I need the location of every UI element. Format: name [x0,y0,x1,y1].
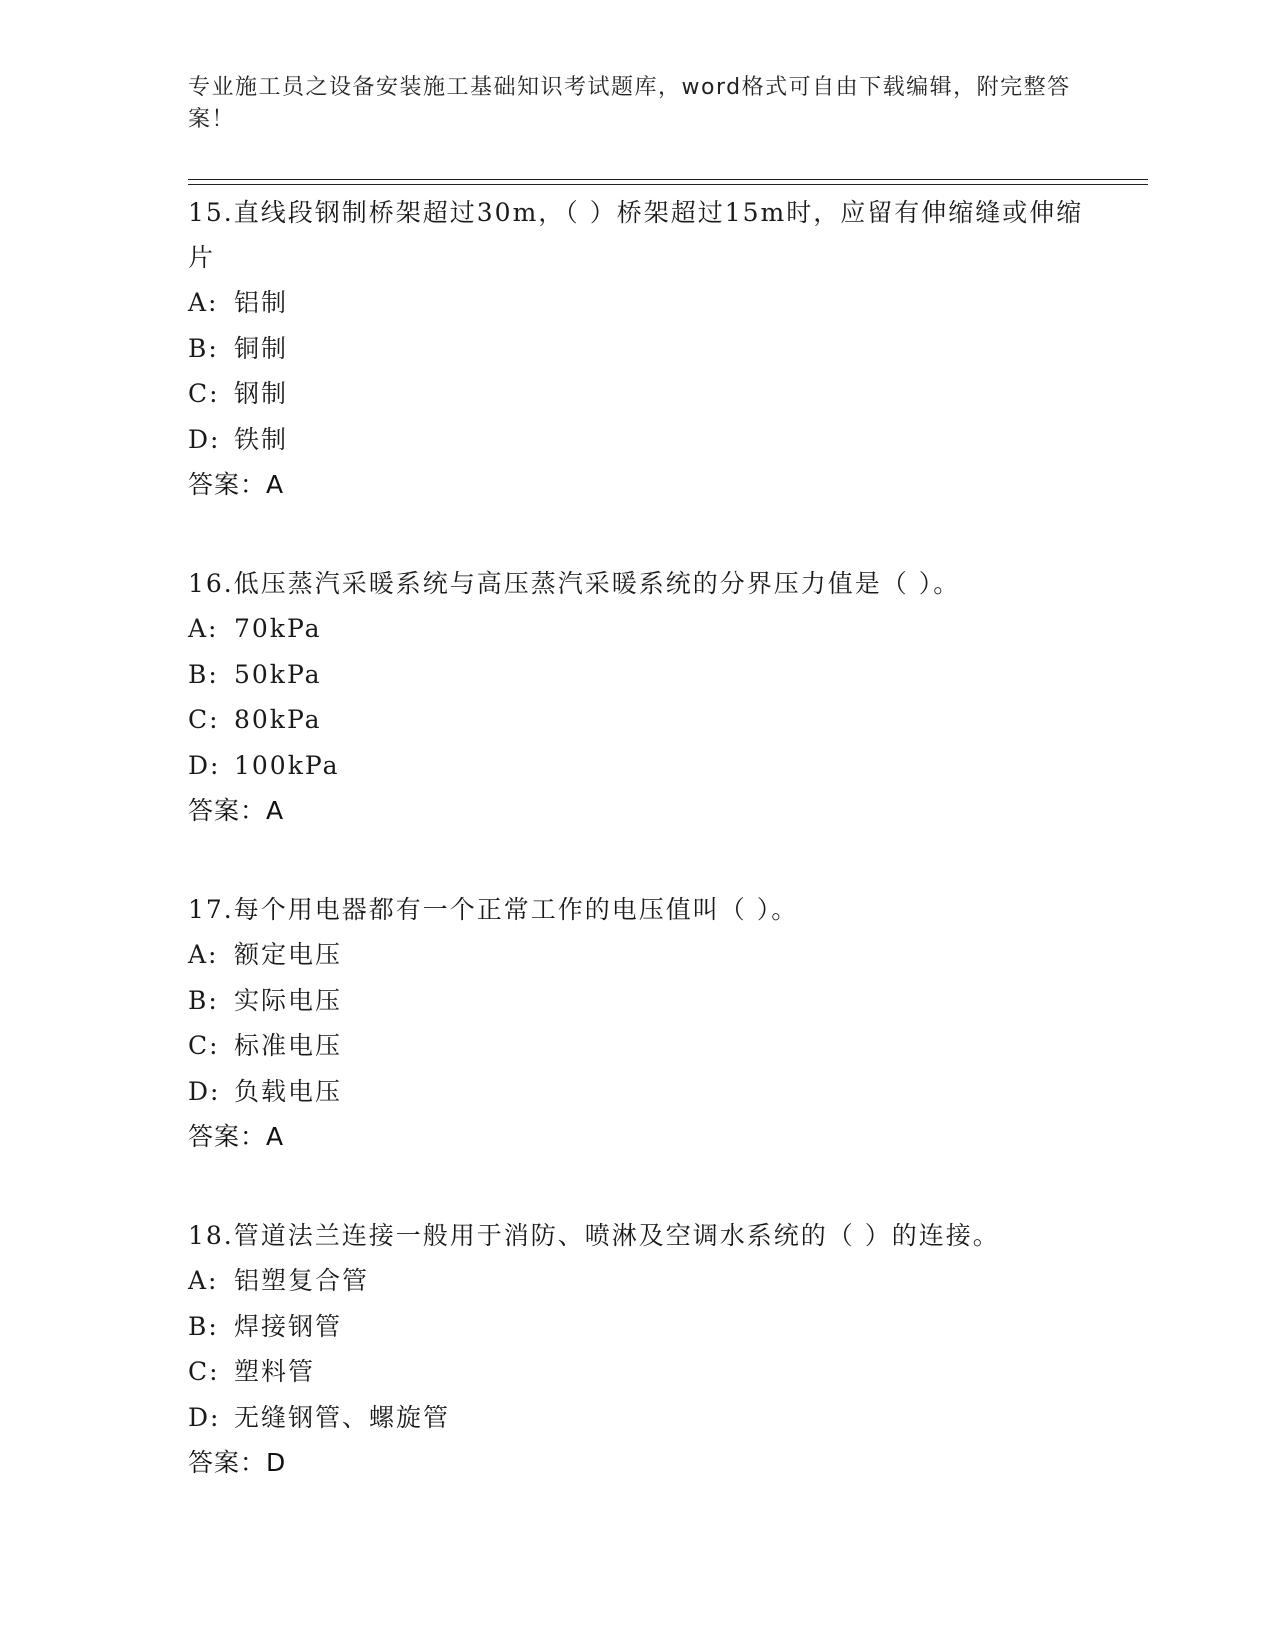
option-letter: D: [188,750,221,780]
question-18 [188,1213,1088,1485]
option-b [188,1304,1088,1350]
option-text: 铝制 [234,288,289,317]
option-text: 100kPa [234,750,340,780]
answer-line: 答案：A [188,1122,285,1151]
option-b [188,652,1088,698]
option-text: 负载电压 [234,1076,343,1106]
option-letter: A: [188,1266,219,1295]
header-divider-top [188,179,1148,180]
option-letter: C: [188,379,220,408]
option-letter: B: [188,333,219,363]
option-c [188,371,1088,417]
question-17 [188,887,1088,1159]
option-d [188,417,1088,463]
option-a [188,280,1088,326]
question-stem: 18.管道法兰连接一般用于消防、喷淋及空调水系统的（ ）的连接。 [188,1221,1000,1250]
header-divider-bottom [188,184,1148,185]
option-letter: D: [188,1076,221,1106]
option-a [188,932,1088,978]
option-letter: B: [188,1311,219,1341]
option-letter: C: [188,705,220,734]
option-letter: D: [188,424,221,454]
option-letter: A: [188,614,219,643]
option-text: 铝塑复合管 [234,1266,370,1295]
question-list [188,190,1088,1539]
option-text: 80kPa [234,705,322,734]
document-header: 专业施工员之设备安装施工基础知识考试题库，word格式可自由下载编辑，附完整答案！ [188,75,1071,132]
option-text: 无缝钢管、螺旋管 [234,1402,451,1432]
option-text: 塑料管 [234,1357,316,1386]
answer-line: 答案：A [188,796,285,825]
option-d [188,743,1088,789]
option-b [188,326,1088,372]
question-stem: 15.直线段钢制桥架超过30m，（ ）桥架超过15m时，应留有伸缩缝或伸缩片 [188,198,1084,272]
option-text: 焊接钢管 [234,1311,343,1341]
option-text: 70kPa [234,614,322,643]
question-stem: 17.每个用电器都有一个正常工作的电压值叫（ ）。 [188,895,799,924]
option-text: 实际电压 [234,985,343,1015]
option-d [188,1395,1088,1441]
question-16 [188,561,1088,833]
option-text: 铁制 [234,424,289,454]
answer-line: 答案：A [188,470,285,499]
question-stem: 16.低压蒸汽采暖系统与高压蒸汽采暖系统的分界压力值是（ ）。 [188,569,961,598]
option-c [188,697,1088,743]
option-text: 50kPa [234,659,322,689]
option-letter: A: [188,940,219,969]
option-text: 标准电压 [234,1031,343,1060]
question-15 [188,190,1088,507]
option-d [188,1069,1088,1115]
option-c [188,1349,1088,1395]
option-text: 铜制 [234,333,289,363]
option-b [188,978,1088,1024]
option-letter: B: [188,659,219,689]
option-a [188,606,1088,652]
answer-line: 答案：D [188,1448,287,1477]
option-letter: C: [188,1357,220,1386]
option-letter: D: [188,1402,221,1432]
option-a [188,1258,1088,1304]
option-c [188,1023,1088,1069]
option-letter: C: [188,1031,220,1060]
option-letter: A: [188,288,219,317]
option-text: 钢制 [234,379,289,408]
option-letter: B: [188,985,219,1015]
option-text: 额定电压 [234,940,343,969]
